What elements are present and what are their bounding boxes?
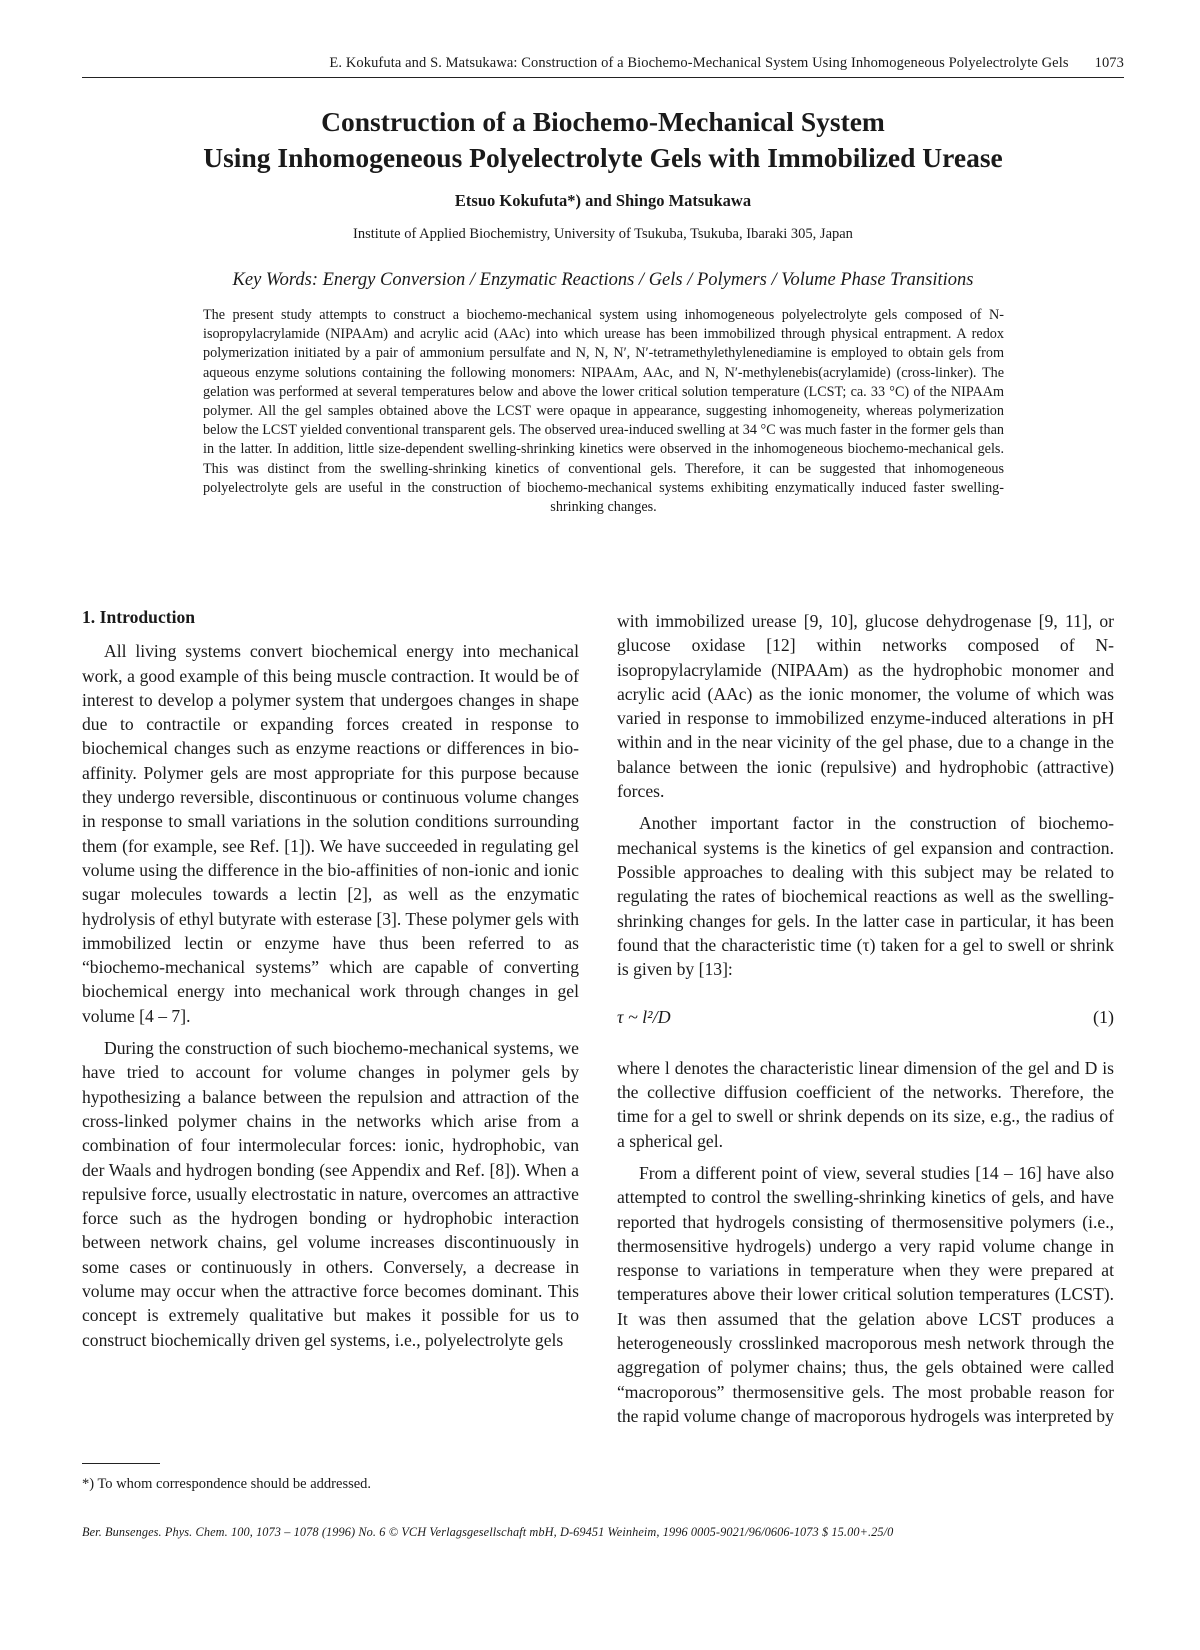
footnote-rule bbox=[82, 1463, 160, 1464]
running-head bbox=[82, 55, 1124, 72]
intro-paragraph-1: All living systems convert biochemical energy into mechanical work, a good example of this being muscle contraction. It would be of interest to develop a polymer system that undergoes changes in shape due to contractile or expanding forces created in response to biochemical changes such as enzyme reactions or differences in bio-affinity. Polymer gels are most appropriate for this purpose because they undergo reversible, discontinuous or continuous volume changes in response to small variations in the solution conditions surrounding them (for example, see Ref. [1]). We have succeeded in regulating gel volume using the difference in the bio-affinities of non-ionic and ionic sugar molecules towards a lectin [2], as well as the enzymatic hydrolysis of ethyl butyrate with esterase [3]. These polymer gels with immobilized lectin or enzyme have thus been referred to as “biochemo-mechanical systems” which are capable of converting biochemical energy into mechanical work through changes in gel volume [4 – 7]. bbox=[82, 641, 579, 1026]
abstract bbox=[203, 306, 1004, 517]
running-head-text: E. Kokufuta and S. Matsukawa: Construction of a Biochemo-Mechanical System Using Inhomogeneous Polyelectrolyte Gels bbox=[329, 55, 1069, 71]
right-column bbox=[617, 609, 1114, 1436]
right-paragraph-2: Another important factor in the construction of biochemo-mechanical systems is the kinetics of gel expansion and contraction. Possible approaches to dealing with this subject may be related to regulating the rates of biochemical reactions as well as the swelling-shrinking changes for gels. In the latter case in particular, it has been found that the characteristic time (τ) taken for a gel to swell or shrink is given by [13]: bbox=[617, 813, 1114, 980]
equation-number: (1) bbox=[1093, 1007, 1114, 1028]
right-paragraph-3: where l denotes the characteristic linear dimension of the gel and D is the collective diffusion coefficient of the networks. Therefore, the time for a gel to swell or shrink depends on its size, e.g., the radius of a spherical gel. bbox=[617, 1057, 1114, 1151]
title-line-2: Using Inhomogeneous Polyelectrolyte Gels with Immobilized Urease bbox=[203, 142, 1003, 173]
page-number: 1073 bbox=[1094, 55, 1124, 71]
section-heading-introduction: 1. Introduction bbox=[82, 607, 196, 627]
citation-footer: Ber. Bunsenges. Phys. Chem. 100, 1073 – 1078 (1996) No. 6 © VCH Verlagsgesellschaft mbH, D-69451 Weinheim, 1996 0005-9021/96/0606-1073 $ 15.00+.25/0 bbox=[82, 1525, 894, 1539]
right-paragraph-4: From a different point of view, several studies [14 – 16] have also attempted to control the swelling-shrinking kinetics of gels, and have reported that hydrogels consisting of thermosensitive polymers (i.e., thermosensitive hydrogels) undergo a very rapid volume change in response to variations in temperature when they were prepared at temperatures above their lower critical solution temperatures (LCST). It was then assumed that the gelation above LCST produces a heterogeneously crosslinked macroporous mesh network through the aggregation of polymer chains; thus, the gels obtained were called “macroporous” thermosensitive gels. The most probable reason for the rapid volume change of macroporous hydrogels was interpreted by bbox=[617, 1162, 1114, 1426]
right-paragraph-1: with immobilized urease [9, 10], glucose dehydrogenase [9, 11], or glucose oxidase [12] within networks composed of N-isopropylacrylamide (NIPAAm) as the hydrophobic monomer and acrylic acid (AAc) as the ionic monomer, the volume of which was varied in response to immobilized enzyme-induced alterations in pH within and in the near vicinity of the gel phase, due to a change in the balance between the ionic (repulsive) and hydrophobic (attractive) forces. bbox=[617, 611, 1114, 802]
paper-title bbox=[82, 104, 1124, 176]
title-line-1: Construction of a Biochemo-Mechanical System bbox=[321, 106, 885, 137]
intro-paragraph-2: During the construction of such biochemo-mechanical systems, we have tried to account for volume changes in polymer gels by hypothesizing a balance between the repulsion and attraction of the cross-linked polymer chains in the networks which arise from a combination of four intermolecular forces: ionic, hydrophobic, van der Waals and hydrogen bonding (see Appendix and Ref. [8]). When a repulsive force, usually electrostatic in nature, overcomes an attractive force such as the hydrogen bonding or hydrophobic interaction between network chains, gel volume increases discontinuously in some cases or continuously in others. Conversely, a decrease in volume may occur when the attractive force becomes dominant. This concept is extremely qualitative but makes it possible for us to construct biochemically driven gel systems, i.e., polyelectrolyte gels bbox=[82, 1038, 579, 1350]
footnote: *) To whom correspondence should be addressed. bbox=[82, 1476, 372, 1492]
affiliation: Institute of Applied Biochemistry, University of Tsukuba, Tsukuba, Ibaraki 305, Japan bbox=[353, 226, 853, 242]
header-rule bbox=[82, 77, 1124, 78]
left-column bbox=[82, 605, 579, 1360]
keywords: Key Words: Energy Conversion / Enzymatic Reactions / Gels / Polymers / Volume Phase Transitions bbox=[232, 270, 974, 290]
authors: Etsuo Kokufuta*) and Shingo Matsukawa bbox=[454, 191, 752, 210]
abstract-text: The present study attempts to construct a biochemo-mechanical system using inhomogeneous polyelectrolyte gels composed of N-isopropylacrylamide (NIPAAm) and acrylic acid (AAc) into which urease has been immobilized through physical entrapment. A redox polymerization initiated by a pair of ammonium persulfate and N, N, N′, N′-tetramethylethylenediamine is employed to obtain gels from aqueous enzyme solutions containing the following monomers: NIPAAm, AAc, and N, N′-methylenebis(acrylamide) (cross-linker). The gelation was performed at several temperatures below and above the lower critical solution temperature (LCST; ca. 33 °C) of the NIPAAm polymer. All the gel samples obtained above the LCST were opaque in appearance, suggesting inhomogeneity, whereas polymerization below the LCST yielded conventional transparent gels. The observed urea-induced swelling at 34 °C was much faster in the former gels than in the latter. In addition, little size-dependent swelling-shrinking kinetics were observed in the inhomogeneous biochemo-mechanical gels. This was distinct from the swelling-shrinking kinetics of conventional gels. Therefore, it can be suggested that inhomogeneous polyelectrolyte gels are useful in the construction of biochemo-mechanical systems exhibiting enzymatically induced faster swelling-shrinking changes. bbox=[203, 307, 1004, 516]
equation-expression: τ ~ l²/D bbox=[617, 1007, 671, 1028]
equation-1 bbox=[617, 1005, 1114, 1029]
